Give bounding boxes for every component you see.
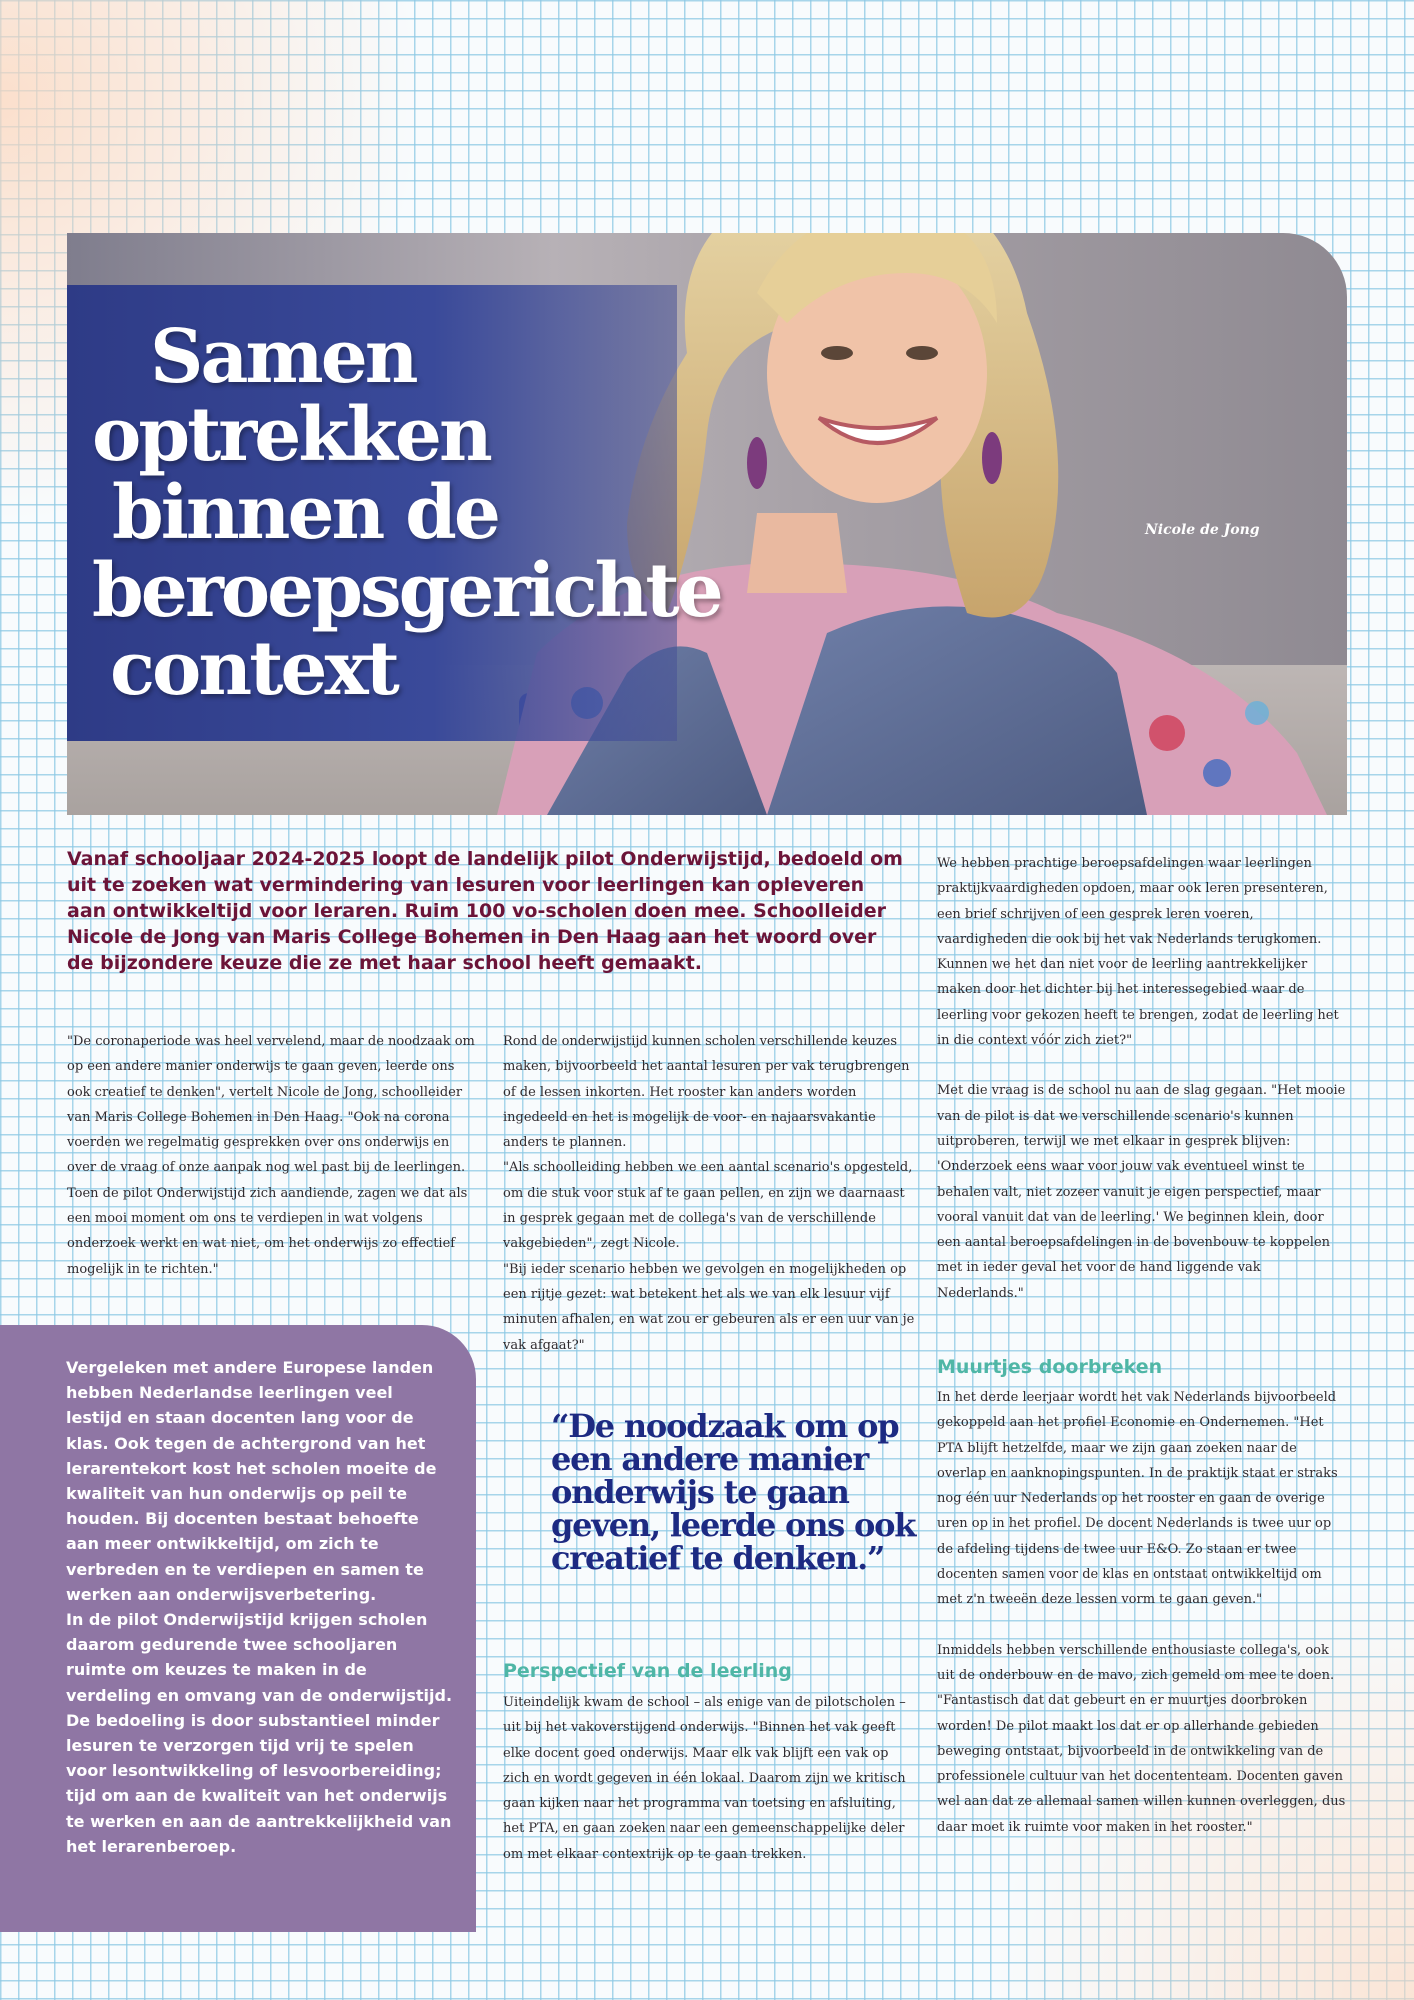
subheading-muurtjes: Muurtjes doorbreken	[937, 1356, 1163, 1378]
body-paragraph: "De coronaperiode was heel vervelend, maar de noodzaak om op een andere manier onderwijs te gaan geven, leerde ons ook creatief te denken", vertelt Nicole de Jong, schoolleider van Maris College Bohemen in Den Haag. "Ook na corona voerden we regelmatig gesprekken over ons onderwijs en over de vraag of onze aanpak nog wel past bij de leerlingen. Toen de pilot Onderwijstijd zich aandiende, zagen we dat als een mooi moment om ons te verdiepen in wat volgens onderzoek werkt en wat niet, om het onderwijs zo effectief mogelijk in te richten."	[67, 1034, 475, 1277]
title-line: context	[110, 626, 397, 712]
body-paragraph: Inmiddels hebben verschillende enthousiaste collega's, ook uit de onderbouw en de mavo, zich gemeld om mee te doen. "Fantastisch dat dat gebeurt en er muurtjes doorbroken worden! De pilot maakt los dat er op allerhande gebieden beweging ontstaat, bijvoorbeeld in de ontwikkeling van de professionele cultuur van het docententeam. Docenten gaven wel aan dat ze allemaal samen willen kunnen overleggen, dus daar moet ik ruimte voor maken in het rooster."	[937, 1642, 1346, 1835]
column-2-text	[503, 1029, 915, 1358]
info-box-text	[66, 1355, 454, 1859]
title-line: binnen de	[112, 470, 498, 556]
title-line: optrekken	[92, 392, 490, 478]
intro-paragraph: Vanaf schooljaar 2024-2025 loopt de landelijk pilot Onderwijstijd, bedoeld om uit te zoeken wat vermindering van lesuren voor leerlingen kan opleveren aan ontwikkeltijd voor leraren. Ruim 100 vo-scholen doen mee. Schoolleider Nicole de Jong van Maris College Bohemen in Den Haag aan het woord over de bijzondere keuze die ze met haar school heeft gemaakt.	[67, 848, 903, 974]
column-1-text	[67, 1029, 475, 1282]
photo-caption: Nicole de Jong	[1145, 522, 1260, 538]
title-line: Samen	[150, 314, 416, 400]
info-paragraph: Vergeleken met andere Europese landen hebben Nederlandse leerlingen veel lestijd en staan docenten lang voor de klas. Ook tegen de achtergrond van het lerarentekort kost het scholen moeite de kwaliteit van hun onderwijs op peil te houden. Bij docenten bestaat behoefte aan meer ontwikkeltijd, om zich te verbreden en te verdiepen en samen te werken aan onderwijsverbetering.	[66, 1358, 437, 1604]
column-3-bottom-text	[937, 1385, 1347, 1840]
body-paragraph: "Bij ieder scenario hebben we gevolgen en mogelijkheden op een rijtje gezet: wat betekent het als we van elk lesuur vijf minuten afhalen, en wat zou er gebeuren als er een uur van je vak afgaat?"	[503, 1261, 915, 1353]
subheading-perspectief: Perspectief van de leerling	[503, 1660, 792, 1682]
body-paragraph: Met die vraag is de school nu aan de slag gegaan. "Het mooie van de pilot is dat we verschillende scenario's kunnen uitproberen, terwijl we met elkaar in gesprek blijven: 'Onderzoek eens waar voor jouw vak eventueel winst te behalen valt, niet zozeer vanuit je eigen perspectief, maar vooral vanuit dat van de leerling.' We beginnen klein, door een aantal beroepsafdelingen in de bovenbouw te koppelen met in ieder geval het voor de hand liggende vak Nederlands."	[937, 1083, 1346, 1301]
info-paragraph: In de pilot Onderwijstijd krijgen scholen daarom gedurende twee schooljaren ruimte om keuzes te maken in de verdeling en omvang van de onderwijstijd. De bedoeling is door substantieel minder lesuren te verzorgen tijd vrij te spelen voor lesontwikkeling of lesvoorbereiding; tijd om aan de kwaliteit van het onderwijs te werken en aan de aantrekkelijkheid van het lerarenberoep.	[66, 1610, 453, 1856]
column-3-text	[937, 851, 1347, 1306]
body-paragraph: Uiteindelijk kwam de school – als enige van de pilotscholen – uit bij het vakoverstijgend onderwijs. "Binnen het vak geeft elke docent goed onderwijs. Maar elk vak blijft een vak op zich en wordt gegeven in één lokaal. Daarom zijn we kritisch gaan kijken naar het programma van toetsing en afsluiting, het PTA, en gaan zoeken naar een gemeenschappelijke deler om met elkaar contextrijk op te gaan trekken.	[503, 1695, 906, 1862]
title-line: beroepsgerichte	[92, 548, 721, 634]
pull-quote: “De noodzaak om op een andere manier onderwijs te gaan geven, leerde ons ook creatief te denken.”	[551, 1407, 916, 1577]
body-paragraph: "Als schoolleiding hebben we een aantal scenario's opgesteld, om die stuk voor stuk af te gaan pellen, en zijn we daarnaast in gesprek gegaan met de collega's van de verschillende vakgebieden", zegt Nicole.	[503, 1160, 913, 1252]
body-paragraph: In het derde leerjaar wordt het vak Nederlands bijvoorbeeld gekoppeld aan het profiel Economie en Ondernemen. "Het PTA blijft hetzelfde, maar we zijn gaan zoeken naar de overlap en aanknopingspunten. In de praktijk staat er straks nog één uur Nederlands op het rooster en gaan de overige uren op in het profiel. De docent Nederlands is twee uur op de afdeling tijdens de twee uur E&O. Zo staan er twee docenten samen voor de klas en ontstaat ontwikkeltijd om met z'n tweeën deze lessen vorm te gaan geven."	[937, 1390, 1338, 1608]
column-2-bottom-text	[503, 1690, 915, 1867]
body-paragraph: We hebben prachtige beroepsafdelingen waar leerlingen praktijkvaardigheden opdoen, maar ook leren presenteren, een brief schrijven of een gesprek leren voeren, vaardigheden die ook bij het vak Nederlands terugkomen. Kunnen we het dan niet voor de leerling aantrekkelijker maken door het dichter bij het interessegebied waar de leerling voor gekozen heeft te brengen, zodat de leerling het in die context vóór zich ziet?"	[937, 856, 1339, 1049]
article-title	[92, 314, 812, 712]
body-paragraph: Rond de onderwijstijd kunnen scholen verschillende keuzes maken, bijvoorbeeld het aantal lesuren per vak terugbrengen of de lessen inkorten. Het rooster kan anders worden ingedeeld en het is mogelijk de voor- en najaarsvakantie anders te plannen.	[503, 1034, 910, 1151]
